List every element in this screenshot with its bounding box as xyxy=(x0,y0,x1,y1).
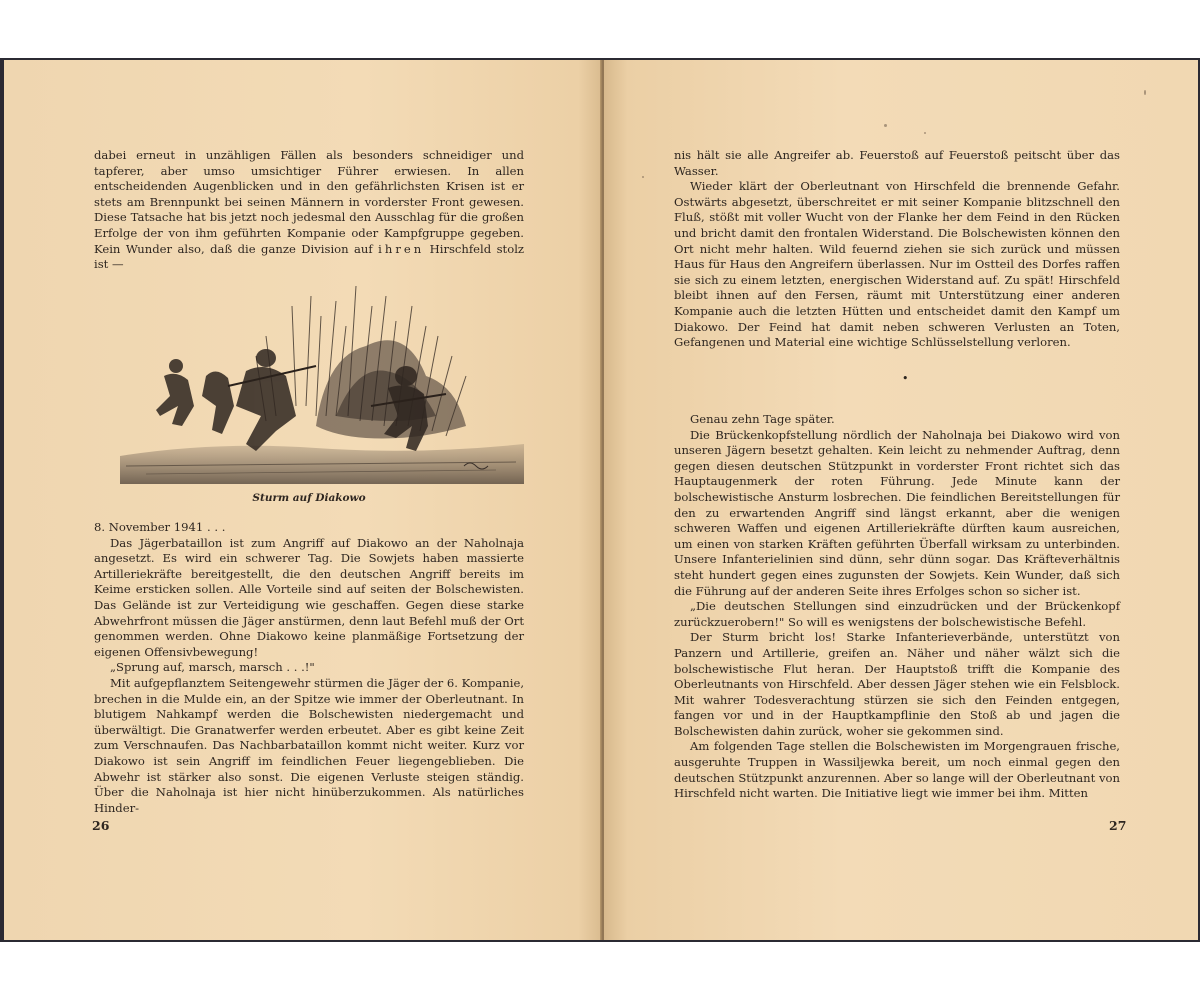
left-paragraph-2: „Sprung auf, marsch, marsch . . .!" xyxy=(110,660,315,675)
page-number-right: 27 xyxy=(1109,818,1127,833)
left-top-paragraph-body: dabei erneut in unzähligen Fällen als besonders schneidiger und tapferer, aber umso umsichtiger Führer erwiesen. In allen entscheidenden Augenblicken und in den gefährlichsten Krisen ist er stets am Brennpunkt bei seinen Männern in vorderster Front gewesen. Diese Tatsache hat bis jetzt noch jedesmal den Ausschlag für die großen Erfolge der von ihm geführten Kompanie oder Kampfgruppe gegeben. Kein Wunder also, daß die ganze Division auf xyxy=(94,148,524,256)
paper-speck xyxy=(924,132,926,134)
left-page xyxy=(4,60,602,940)
left-top-paragraph xyxy=(94,148,524,273)
illustration-caption: Sturm auf Diakowo xyxy=(252,492,366,504)
left-top-paragraph-spaced: ihren xyxy=(378,241,425,256)
right-top-text xyxy=(674,148,1120,351)
left-paragraph-1: Das Jägerbataillon ist zum Angriff auf Diakowo an der Naholnaja angesetzt. Es wird ein schwerer Tag. Die Sowjets haben massierte Artilleriekräfte bereitgestellt, die den deutschen Angriff bereits im Keime ersticken sollen. Alle Vorteile sind auf seiten der Bolschewisten. Das Gelände ist zur Verteidigung wie geschaffen. Gegen diese starke Abwehrfront müssen die Jäger anstürmen, denn laut Befehl muß der Ort genommen werden. Ohne Diakowo keine planmäßige Fortsetzung der eigenen Offensivbewegung! xyxy=(94,535,524,659)
left-paragraph-3: Mit aufgepflanztem Seitengewehr stürmen die Jäger der 6. Kompanie, brechen in die Mulde ein, an der Spitze wie immer der Oberleutnant. In blutigem Nahkampf werden die Bolschewisten niedergemacht und überwältigt. Die Granatwerfer werden erbeutet. Aber es gibt keine Zeit zum Verschnaufen. Das Nachbarbataillon kommt nicht weiter. Kurz vor Diakowo ist sein Angriff im feindlichen Feuer liegengeblieben. Die Abwehr ist stärker also sonst. Die eigenen Verluste steigen ständig. Über die Naholnaja ist hier nicht hinüberzukommen. Als natürliches Hinder- xyxy=(94,675,524,815)
right-top-paragraph-2: Wieder klärt der Oberleutnant von Hirschfeld die brennende Gefahr. Ostwärts abgesetzt, überschreitet er mit seiner Kompanie blitzschnell den Fluß, stößt mit voller Wucht von der Flanke her dem Feind in den Rücken und bricht damit den frontalen Widerstand. Die Bolschewisten können den Ort nicht mehr halten. Wild feuernd ziehen sie sich zurück und müssen Haus für Haus den Angreifern überlassen. Nur im Ostteil des Dorfes raffen sie sich zu einem letzten, energischen Widerstand auf. Zu spät! Hirschfeld bleibt ihnen auf den Fersen, räumt mit Unterstützung einer anderen Kompanie auch die letzten Hütten und entscheidet damit den Kampf um Diakowo. Der Feind hat damit neben schweren Verlusten an Toten, Gefangenen und Material eine wichtige Schlüsselstellung verloren. xyxy=(674,179,1120,350)
right-paragraph-2: „Die deutschen Stellungen sind einzudrücken und der Brückenkopf zurückzuerobern!" So will es wenigstens der bolschewistische Befehl. xyxy=(674,599,1120,629)
left-top-text xyxy=(94,148,524,273)
section-start-line: Genau zehn Tage später. xyxy=(690,412,835,426)
battle-illustration xyxy=(116,266,528,486)
date-line: 8. November 1941 . . . xyxy=(94,520,226,534)
left-top-paragraph-end: Hirschfeld stolz ist — xyxy=(94,241,525,272)
right-paragraph-1: Die Brückenkopfstellung nördlich der Naholnaja bei Diakowo wird von unseren Jägern besetzt gehalten. Kein leicht zu nehmender Auftrag, denn gegen diesen deutschen Stützpunkt in vorderster Front richtet sich das Hauptaugenmerk der roten Führung. Jede Minute kann der bolschewistische Ansturm losbrechen. Die feindlichen Bereitstellungen für den zu erwartenden Angriff sind längst erkannt, aber die wenigen schweren Waffen und eigenen Artilleriekräfte dürften kaum ausreichen, um einen von starken Kräften geführten Überfall wirksam zu unterbinden. Unsere Infanterielinien sind dünn, sehr dünn sogar. Das Kräfteverhältnis steht hundert gegen eines zugunsten der Sowjets. Kein Wunder, daß sich die Führung auf der anderen Seite ihres Erfolges schon so sicher ist. xyxy=(674,427,1120,598)
left-bottom-text xyxy=(94,520,524,816)
right-top-paragraph-1: nis hält sie alle Angreifer ab. Feuerstoß auf Feuerstoß peitscht über das Wasser. xyxy=(674,148,1120,178)
section-separator: • xyxy=(902,372,909,385)
right-paragraph-4: Am folgenden Tage stellen die Bolschewisten im Morgengrauen frische, ausgeruhte Truppen in Wassiljewka bereit, um noch einmal gegen den deutschen Stützpunkt anzurennen. Aber so lange will der Oberleutnant von Hirschfeld nicht warten. Die Initiative liegt wie immer bei ihm. Mitten xyxy=(674,739,1120,801)
right-bottom-text xyxy=(674,412,1120,802)
right-paragraph-3: Der Sturm bricht los! Starke Infanterieverbände, unterstützt von Panzern und Artillerie, greifen an. Näher und näher wälzt sich die bolschewistische Flut heran. Der Hauptstoß trifft die Kompanie des Oberleutnants von Hirschfeld. Aber dessen Jäger stehen wie ein Felsblock. Mit wahrer Todesverachtung stürzen sie sich den Feinden entgegen, fangen vor und in der Hauptkampflinie den Stoß ab und jagen die Bolschewisten dahin zurück, woher sie gekommen sind. xyxy=(674,630,1120,738)
page-number-left: 26 xyxy=(92,818,110,833)
right-page xyxy=(604,60,1198,940)
paper-speck xyxy=(1144,90,1146,95)
paper-speck xyxy=(642,176,644,178)
paper-speck xyxy=(884,124,887,127)
